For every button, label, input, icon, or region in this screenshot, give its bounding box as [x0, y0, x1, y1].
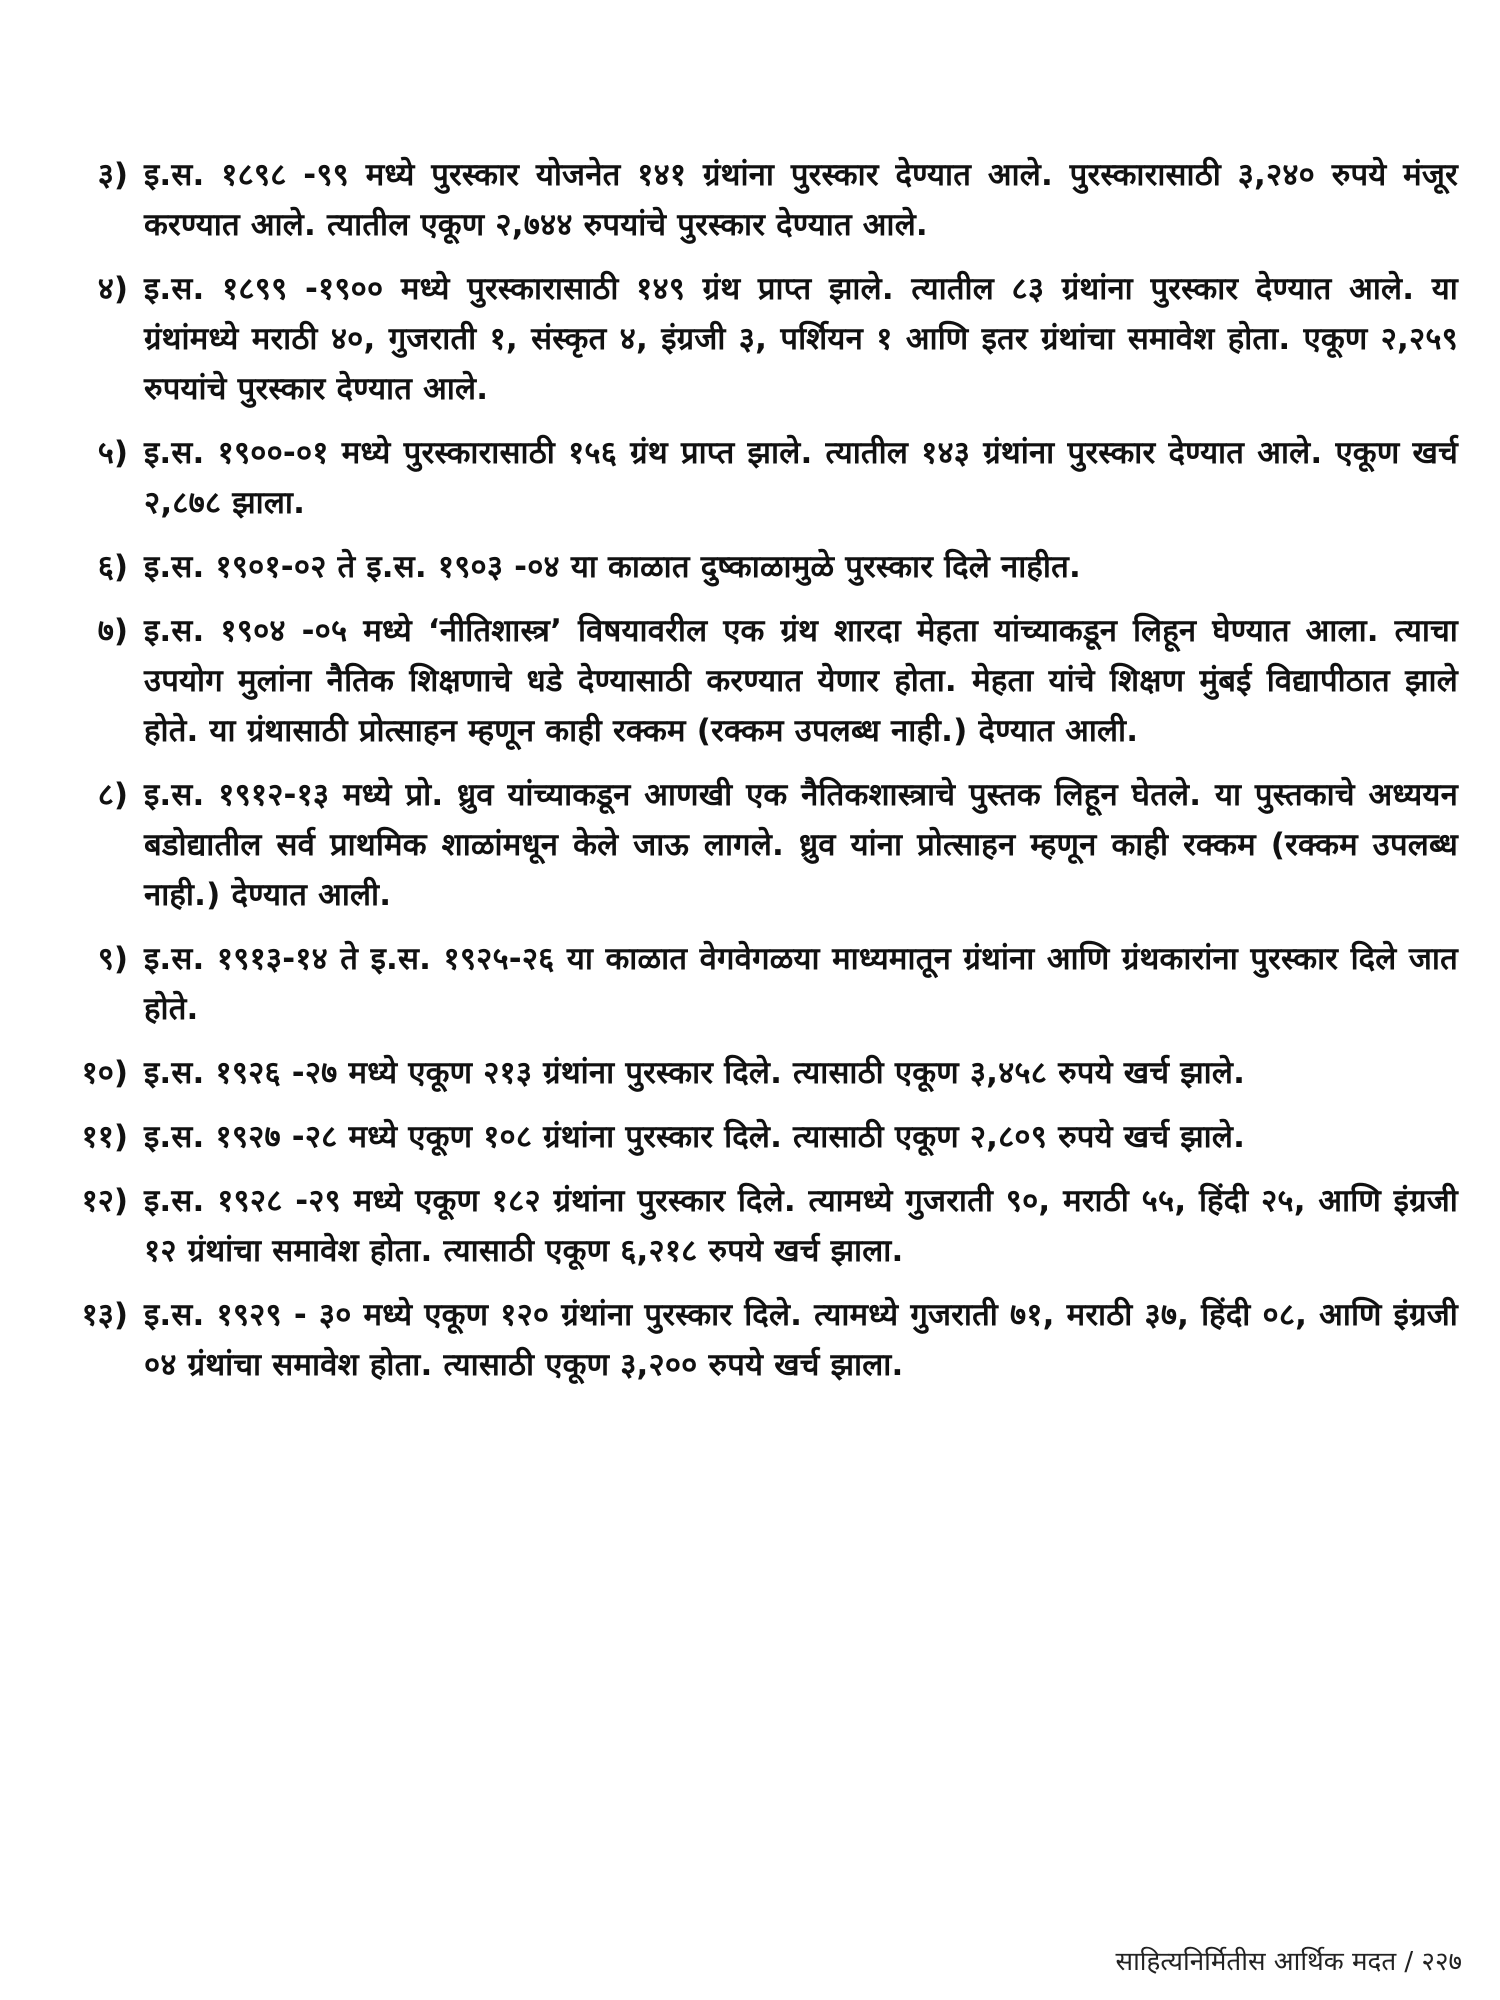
list-item	[58, 606, 1458, 756]
list-item-number: ५)	[97, 435, 128, 471]
list-item-text: इ.स. १९०१-०२ ते इ.स. १९०३ -०४ या काळात दुष्काळामुळे पुरस्कार दिले नाहीत.	[144, 549, 1081, 585]
list-item	[58, 542, 1458, 592]
list-item-text: इ.स. १९१३-१४ ते इ.स. १९२५-२६ या काळात वेगवेगळया माध्यमातून ग्रंथांना आणि ग्रंथकारांना पुरस्कार दिले जात होते.	[144, 941, 1458, 1027]
list-item	[58, 150, 1458, 250]
list-item-number: ८)	[97, 777, 128, 813]
list-item	[58, 1290, 1458, 1390]
list-item-number: ११)	[81, 1119, 128, 1155]
list-item-number: १२)	[81, 1183, 128, 1219]
list-item	[58, 934, 1458, 1034]
list-item	[58, 1048, 1458, 1098]
list-item-text: इ.स. १९२७ -२८ मध्ये एकूण १०८ ग्रंथांना पुरस्कार दिले. त्यासाठी एकूण २,८०९ रुपये खर्च झाले.	[144, 1119, 1246, 1155]
list-item-text: इ.स. १९१२-१३ मध्ये प्रो. ध्रुव यांच्याकडून आणखी एक नैतिकशास्त्राचे पुस्तक लिहून घेतले. या पुस्तकाचे अध्ययन बडोद्यातील सर्व प्राथमिक शाळांमधून केले जाऊ लागले. ध्रुव यांना प्रोत्साहन म्हणून काही रक्कम (रक्कम उपलब्ध नाही.) देण्यात आली.	[144, 777, 1458, 913]
list-item-number: ७)	[97, 613, 128, 649]
list-item-number: ६)	[97, 549, 128, 585]
list-item-text: इ.स. १८९९ -१९०० मध्ये पुरस्कारासाठी १४९ ग्रंथ प्राप्त झाले. त्यातील ८३ ग्रंथांना पुरस्कार देण्यात आले. या ग्रंथांमध्ये मराठी ४०, गुजराती १, संस्कृत ४, इंग्रजी ३, पर्शियन १ आणि इतर ग्रंथांचा समावेश होता. एकूण २,२५९ रुपयांचे पुरस्कार देण्यात आले.	[144, 271, 1458, 407]
list-item-number: ३)	[97, 157, 128, 193]
list-item	[58, 770, 1458, 920]
list-item-text: इ.स. १९००-०१ मध्ये पुरस्कारासाठी १५६ ग्रंथ प्राप्त झाले. त्यातील १४३ ग्रंथांना पुरस्कार देण्यात आले. एकूण खर्च २,८७८ झाला.	[144, 435, 1458, 521]
page-footer-running-title: साहित्यनिर्मितीस आर्थिक मदत / २२७	[1115, 1947, 1462, 1977]
list-item-text: इ.स. १८९८ -९९ मध्ये पुरस्कार योजनेत १४१ ग्रंथांना पुरस्कार देण्यात आले. पुरस्कारासाठी ३,२४० रुपये मंजूर करण्यात आले. त्यातील एकूण २,७४४ रुपयांचे पुरस्कार देण्यात आले.	[144, 157, 1458, 243]
list-item	[58, 1112, 1458, 1162]
list-item	[58, 428, 1458, 528]
list-item-text: इ.स. १९०४ -०५ मध्ये ‘नीतिशास्त्र’ विषयावरील एक ग्रंथ शारदा मेहता यांच्याकडून लिहून घेण्यात आला. त्याचा उपयोग मुलांना नैतिक शिक्षणाचे धडे देण्यासाठी करण्यात येणार होता. मेहता यांचे शिक्षण मुंबई विद्यापीठात झाले होते. या ग्रंथासाठी प्रोत्साहन म्हणून काही रक्कम (रक्कम उपलब्ध नाही.) देण्यात आली.	[144, 613, 1458, 749]
list-item	[58, 1176, 1458, 1276]
list-item-number: १३)	[81, 1297, 128, 1333]
numbered-list	[58, 150, 1458, 1404]
list-item-number: १०)	[81, 1055, 128, 1091]
list-item-text: इ.स. १९२९ - ३० मध्ये एकूण १२० ग्रंथांना पुरस्कार दिले. त्यामध्ये गुजराती ७१, मराठी ३७, हिंदी ०८, आणि इंग्रजी ०४ ग्रंथांचा समावेश होता. त्यासाठी एकूण ३,२०० रुपये खर्च झाला.	[144, 1297, 1458, 1383]
list-item	[58, 264, 1458, 414]
list-item-text: इ.स. १९२६ -२७ मध्ये एकूण २१३ ग्रंथांना पुरस्कार दिले. त्यासाठी एकूण ३,४५८ रुपये खर्च झाले.	[144, 1055, 1246, 1091]
list-item-number: ९)	[97, 941, 128, 977]
list-item-number: ४)	[97, 271, 128, 307]
list-item-text: इ.स. १९२८ -२९ मध्ये एकूण १८२ ग्रंथांना पुरस्कार दिले. त्यामध्ये गुजराती ९०, मराठी ५५, हिंदी २५, आणि इंग्रजी १२ ग्रंथांचा समावेश होता. त्यासाठी एकूण ६,२१८ रुपये खर्च झाला.	[144, 1183, 1458, 1269]
